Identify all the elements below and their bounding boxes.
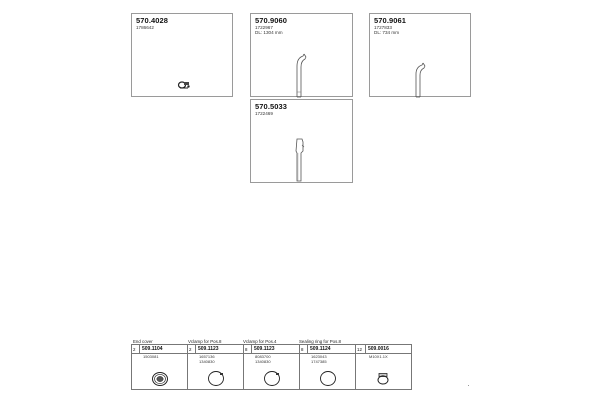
- part-reference: 1786642: [136, 25, 154, 30]
- end-cover-icon: [151, 371, 169, 387]
- part-number: 509.1124: [310, 346, 331, 353]
- part-reference: 1657136: [199, 354, 215, 359]
- hose-clamp-icon: [376, 373, 390, 385]
- divider: [307, 345, 308, 353]
- part-cell-509-1123[interactable]: [244, 345, 300, 389]
- part-reference: 1727833: [374, 25, 392, 30]
- part-number: 570.9060: [255, 16, 288, 25]
- part-reference: 8083700: [255, 354, 271, 359]
- part-quantity: 2: [189, 346, 192, 352]
- part-header: [300, 345, 355, 354]
- part-title: End cover: [133, 339, 153, 344]
- part-reference: 1340830: [255, 358, 271, 364]
- part-reference: M10X1.1X: [369, 354, 388, 359]
- part-card-570-5033[interactable]: [250, 99, 353, 183]
- part-quantity: 2: [133, 346, 136, 352]
- part-quantity: 12: [357, 346, 362, 352]
- part-title: Vclamp for Pos.8: [188, 339, 222, 344]
- v-clamp-icon: [263, 370, 281, 387]
- part-card-570-9060[interactable]: [250, 13, 353, 97]
- part-header: [244, 345, 299, 354]
- part-number: 570.9061: [374, 16, 407, 25]
- part-header: [132, 345, 187, 354]
- curved-stack-pipe-icon: [410, 62, 430, 98]
- part-title: Vclamp for Pos.4: [243, 339, 277, 344]
- part-length: DL: 1304 mm: [255, 30, 283, 35]
- part-number: 509.1104: [142, 346, 163, 353]
- part-reference: 1503081: [143, 354, 159, 359]
- part-cell-509-1123[interactable]: [188, 345, 244, 389]
- part-reference: 1747385: [311, 358, 327, 364]
- divider: [251, 345, 252, 353]
- straight-stack-pipe-icon: [291, 137, 311, 183]
- part-number: 509.1123: [198, 346, 219, 353]
- curved-stack-pipe-icon: [291, 52, 311, 98]
- part-reference: 1722469: [255, 111, 273, 116]
- part-number: 570.4028: [136, 16, 169, 25]
- part-quantity: 8: [301, 346, 304, 352]
- part-number: 509.1123: [254, 346, 275, 353]
- part-cell-509-1124[interactable]: [300, 345, 356, 389]
- part-header: [356, 345, 411, 354]
- page-mark: [468, 385, 469, 386]
- divider: [195, 345, 196, 353]
- divider: [139, 345, 140, 353]
- part-length: DL: 734 mm: [374, 30, 400, 35]
- divider: [365, 345, 366, 353]
- part-reference: 1623043: [311, 354, 327, 359]
- part-header: [188, 345, 243, 354]
- part-title: Sealing ring for Pos.8: [299, 339, 341, 344]
- small-parts-table: [131, 344, 412, 390]
- sealing-ring-icon: [319, 370, 337, 387]
- part-card-570-4028[interactable]: [131, 13, 233, 97]
- part-quantity: 8: [245, 346, 248, 352]
- part-cell-509-1104[interactable]: [132, 345, 188, 389]
- part-card-570-9061[interactable]: [369, 13, 471, 97]
- part-reference: 1722967: [255, 25, 273, 30]
- part-cell-509-0016[interactable]: [356, 345, 411, 389]
- part-number: 570.5033: [255, 102, 288, 111]
- clamp-icon: [177, 80, 191, 90]
- part-reference: 1340830: [199, 358, 215, 364]
- v-clamp-icon: [207, 370, 225, 387]
- part-number: 509.0016: [368, 346, 389, 353]
